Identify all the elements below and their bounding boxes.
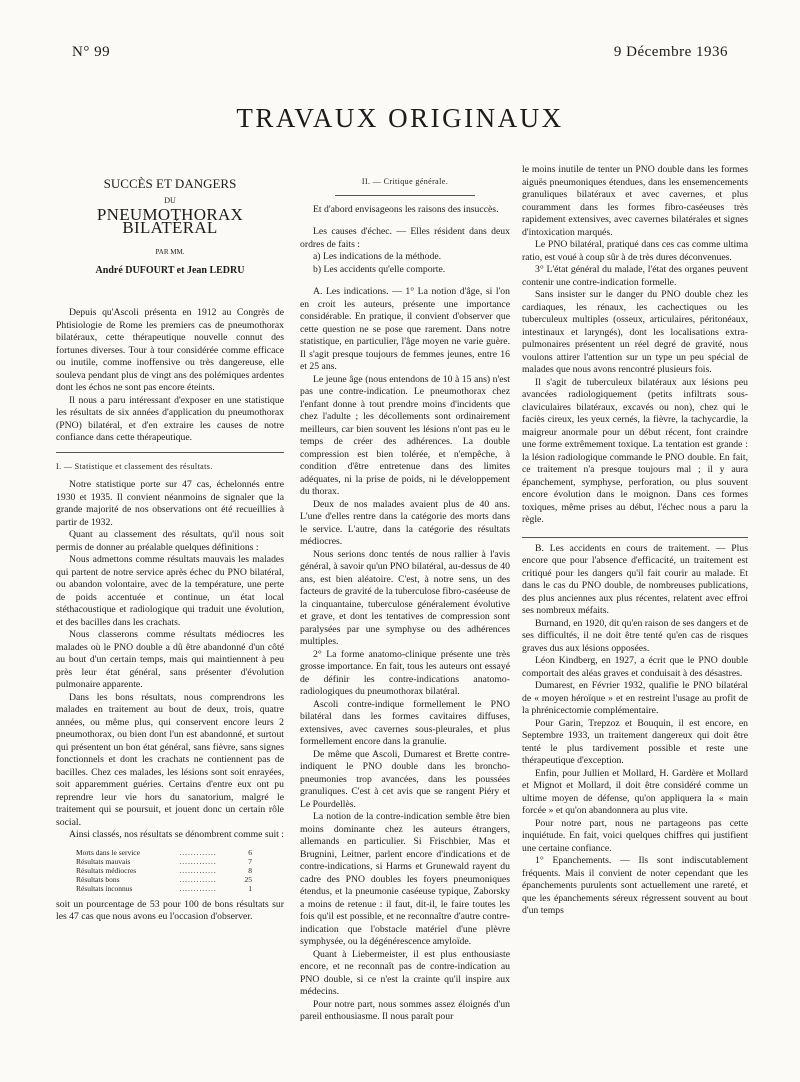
paragraph: Nous serions donc tentés de nous rallier à l'avis général, à savoir qu'un PNO bilatéral, au-dessus de 40 ans, est bien aléatoire. C'est, à notre sens, un des facteurs de gravité de la tuberculose fibro-caséeuse de la cinquantaine, tuberculose généralement évolutive et grave, et dont les tentatives de compression sont paralysées par une symphyse ou des adhérences multiples. xyxy=(300,548,510,647)
paragraph: Burnand, en 1920, dit qu'en raison de ses dangers et de ses difficultés, il ne doit être tenté qu'en cas de risques graves dus aux lésions opposées. xyxy=(522,617,748,654)
paragraph: Il s'agit de tuberculeux bilatéraux aux lésions peu avancées radiologiquement (petits infiltrats sous-claviculaires bilatéraux, excavés ou non), chez qui le faciès cireux, les yeux cernés, la fièvre, la tachycardie, la maigreur anormale pour un début récent, font craindre une forme extrêmement toxique. La tentation est grande : la lésion radiologique commande le PNO double. En fait, ce traitement n'a presque toujours mal ; il y aura épanchement, symphyse, perforation, ou plus souvent encore évolution dans le moignon. Dans ces formes toxiques, même prises au début, l'échec nous a paru la règle. xyxy=(522,376,748,525)
leader-dots: ............. xyxy=(179,865,217,875)
paragraph: Léon Kindberg, en 1927, a écrit que le PNO double comportait des aléas graves et conduisait à des désastres. xyxy=(522,655,748,679)
divider xyxy=(335,195,475,196)
stat-label: Morts dans le service xyxy=(76,847,140,857)
leader-dots: ............. xyxy=(179,874,217,884)
paragraph: Le PNO bilatéral, pratiqué dans ces cas comme ultima ratio, est voué à coup sûr à de très dures déconvenues. xyxy=(522,239,748,263)
paragraph: Pour Garin, Trepzoz et Bouquin, il est encore, en Septembre 1933, un traitement dangereux qui doit être tenté le plus tardivement possible et reste une thérapeutique d'exception. xyxy=(522,717,748,766)
stat-label: Résultats mauvais xyxy=(76,856,131,866)
leader-dots: ............. xyxy=(179,847,217,857)
issue-number: N° 99 xyxy=(72,44,111,60)
stat-label: Résultats médiocres xyxy=(76,865,137,875)
divider xyxy=(56,452,284,453)
results-table xyxy=(76,848,252,893)
paragraph: Et d'abord envisageons les raisons des insuccès. xyxy=(313,203,499,215)
paragraph: Sans insister sur le danger du PNO double chez les cardiaques, les rénaux, les cachectiques ou les tuberculeux multiples (osseux, articulaires, péritonéaux, intestinaux et laryngés), dont les localisations extra-pulmonaires présentent un réel degré de gravité, nous voulons attirer l'attention sur un type un peu spécial de malades que nous avons rencontré plusieurs fois. xyxy=(522,289,748,375)
paragraph: 1° Epanchements. — Ils sont indiscutablement fréquents. Mais il convient de noter cependant que les épanchements purulents sont actuellement une rareté, et que les épanchements séreux régressent souvent au bout d'un temps xyxy=(522,855,748,916)
leader-dots: ............. xyxy=(179,856,217,866)
paragraph: B. Les accidents en cours de traitement. — Plus encore que pour l'absence d'efficacité, un traitement est critiqué pour les dangers qu'il fait courir au malade. Et dans le cas du PNO double, de nombreuses publications, des plus anciennes aux plus récentes, relatent avec effroi ses nombreux méfaits. xyxy=(522,542,748,616)
list-item: a) Les indications de la méthode. xyxy=(313,251,442,262)
paragraph: soit un pourcentage de 53 pour 100 de bons résultats sur les 47 cas que nous avons eu l'occasion d'observer. xyxy=(56,898,284,922)
table-row xyxy=(76,857,252,866)
divider xyxy=(522,537,748,538)
column-1 xyxy=(56,170,284,924)
paragraph: Nous admettons comme résultats mauvais les malades qui partent de notre service après échec du PNO bilatéral, ou abandon volontaire, avec de la température, une perte de poids accentuée et continue, un état local stéthacoustique et radiologique qui traduit une évolution, et des bacilles dans les crachats. xyxy=(56,554,284,628)
column-3 xyxy=(522,164,748,918)
article-subject: PNEUMOTHORAX BILATÉRAL xyxy=(96,205,244,237)
section-heading: II. — Critique générale. xyxy=(361,177,449,186)
paragraph: Enfin, pour Jullien et Mollard, H. Gardère et Mollard et Mignot et Mollard, il doit être considéré comme un ultime moyen de défense, qu'on appliquera la « main forcée » et qu'on abandonnera au plus vite. xyxy=(522,767,748,816)
stat-value: 25 xyxy=(244,874,252,884)
paragraph: De même que Ascoli, Dumarest et Brette contre-indiquent le PNO double dans les broncho-pneumonies trop avancées, dans les poussées granuliques. C'est à cet avis que se rangent Piéry et Le Pourdellès. xyxy=(300,748,510,810)
paragraph: Pour notre part, nous sommes assez éloignés d'un pareil enthousiasme. Il nous paraît pour xyxy=(300,998,510,1022)
section-title: TRAVAUX ORIGINAUX xyxy=(236,103,564,133)
table-row xyxy=(76,866,252,875)
paragraph: le moins inutile de tenter un PNO double dans les formes aiguës pneumoniques étendues, dans les ensemencements granuliques bilatéraux et avec cavernes, et plus couramment dans les formes fibro-caséeuses très rapidement extensives, avec cavernes bilatérales et signes d'intoxication marqués. xyxy=(522,164,748,238)
paragraph: Dumarest, en Février 1932, qualifie le PNO bilatéral de « moyen héroïque » et en restreint l'usage au profit de la phrénicectomie complémentaire. xyxy=(522,680,748,716)
table-row xyxy=(76,884,252,893)
stat-value: 6 xyxy=(248,847,252,857)
stat-label: Résultats inconnus xyxy=(76,883,133,893)
stat-label: Résultats bons xyxy=(76,874,120,884)
leader-dots: ............. xyxy=(179,883,217,893)
stat-value: 1 xyxy=(248,883,252,893)
paragraph: Notre statistique porte sur 47 cas, échelonnés entre 1930 et 1935. Il convient néanmoins de signaler que la grande majorité de nos observations ont été recueillies à partir de 1932. xyxy=(56,479,284,528)
article-du: DU xyxy=(164,195,176,205)
paragraph: A. Les indications. — 1° La notion d'âge, si l'on en croit les auteurs, présente une importance considérable. En pratique, il convient d'observer que cette question ne se pose que rarement. Dans notre statistique, en particulier, l'âge moyen ne varie guère. Il s'agit presque toujours de femmes jeunes, entre 16 et 25 ans. xyxy=(300,286,510,372)
paragraph: Le jeune âge (nous entendons de 10 à 15 ans) n'est pas une contre-indication. Le pneumothorax chez l'enfant donne à tout prendre moins d'incidents que chez l'adulte ; les décollements sont ordinairement meilleurs, car bien souvent les lésions n'ont pas eu le temps de créer des adhérences. La double compression est bien tolérée, et n'empêche, à condition d'être entretenue dans des limites adéquates, ni la prise de poids, ni le développement du thorax. xyxy=(300,373,510,497)
paragraph: Nous classerons comme résultats médiocres les malades où le PNO double a dû être abandonné d'un côté au bout d'un certain temps, mais qui maintiennent à peu près leur état général, sans présenter d'évolution pulmonaire apparente. xyxy=(56,629,284,690)
paragraph: Pour notre part, nous ne partageons pas cette inquiétude. En fait, voici quelques chiffres qui justifient une certaine confiance. xyxy=(522,817,748,854)
stat-value: 8 xyxy=(248,865,252,875)
paragraph: Deux de nos malades avaient plus de 40 ans. L'une d'elles rentre dans la catégorie des morts dans le service. L'autre, dans la catégorie des résultats médiocres. xyxy=(300,498,510,547)
article-title: SUCCÈS ET DANGERS xyxy=(103,176,237,191)
section-heading: I. — Statistique et classement des résultats. xyxy=(56,461,213,471)
stat-value: 7 xyxy=(248,856,252,866)
paragraph: Ascoli contre-indique formellement le PNO bilatéral dans les formes cavitaires diffuses, extensives, avec cavernes sous-pleurales, et plus formellement encore dans la granulie. xyxy=(300,698,510,747)
paragraph: 3° L'état général du malade, l'état des organes peuvent contenir une contre-indication formelle. xyxy=(522,264,748,288)
paragraph: Dans les bons résultats, nous comprendrons les malades en traitement au bout de deux, trois, quatre années, ou même plus, qui conservent encore leurs 2 pneumothorax, ou bien dont l'un est abandonné, et surtout qui présentent un bon état général, sans fièvre, sans signes fonctionnels et dont les crachats ne contiennent pas de bacilles. Chez ces malades, les lésions sont soit enrayées, soit apparemment guéries. Certains d'entre eux ont pu reprendre leur vie hors du sanatorium, malgré le traitement qui se poursuit, et jouent donc un certain rôle social. xyxy=(56,691,284,828)
paragraph: Il nous a paru intéressant d'exposer en une statistique les résultats de six années d'application du pneumothorax (PNO) bilatéral, et d'en extraire les causes de notre confiance dans cette thérapeutique. xyxy=(56,394,284,443)
article-par: PAR MM. xyxy=(155,248,185,256)
paragraph: Depuis qu'Ascoli présenta en 1912 au Congrès de Phtisiologie de Rome les premiers cas de pneumothorax bilatéraux, cette thérapeutique nouvelle connut des fortunes diverses. Tour à tour considérée comme efficace ou inutile, comme inoffensive ou très dangereuse, elle souleva pendant plus de vingt ans des polémiques ardentes dont les échos ne sont pas encore éteints. xyxy=(56,307,284,393)
paragraph: La notion de la contre-indication semble être bien moins dominante chez les auteurs étrangers, allemands en particulier. Si Frischbier, Mas et Brugnini, Leitner, parlent encore d'indications et de contre-indications, si Harms et Grunewald rayent du cadre des PNO doubles les foyers pneumoniques étendus, et la pneumonie caséeuse typique, Zaborsky a moins de retenue : il faut, dit-il, le faire toutes les fois qu'il est possible, et ne reconnaître d'autre contre-indication que l'obstacle matériel d'une plèvre symphysée, ou la dégénérescence amyloïde. xyxy=(300,811,510,947)
article-authors: André DUFOURT et Jean LEDRU xyxy=(95,264,245,276)
issue-date: 9 Décembre 1936 xyxy=(613,44,728,60)
table-row xyxy=(76,875,252,884)
paragraph: Les causes d'échec. — Elles résident dans deux ordres de faits : xyxy=(300,226,510,250)
paragraph: Quant au classement des résultats, qu'il nous soit permis de donner au préalable quelques définitions : xyxy=(56,529,284,553)
list-item: b) Les accidents qu'elle comporte. xyxy=(313,263,446,275)
paragraph: Quant à Liebermeister, il est plus enthousiaste encore, et ne reconnaît pas de contre-indication au PNO double, si ce n'est la crainte qu'il inspire aux médecins. xyxy=(300,948,510,997)
table-row xyxy=(76,848,252,857)
paragraph: Ainsi classés, nos résultats se dénombrent comme suit : xyxy=(69,829,284,840)
column-2 xyxy=(300,170,510,1024)
paragraph: 2° La forme anatomo-clinique présente une très grosse importance. En fait, tous les auteurs ont essayé de définir les contre-indications anatomo-radiologiques du pneumothorax bilatéral. xyxy=(300,648,510,697)
